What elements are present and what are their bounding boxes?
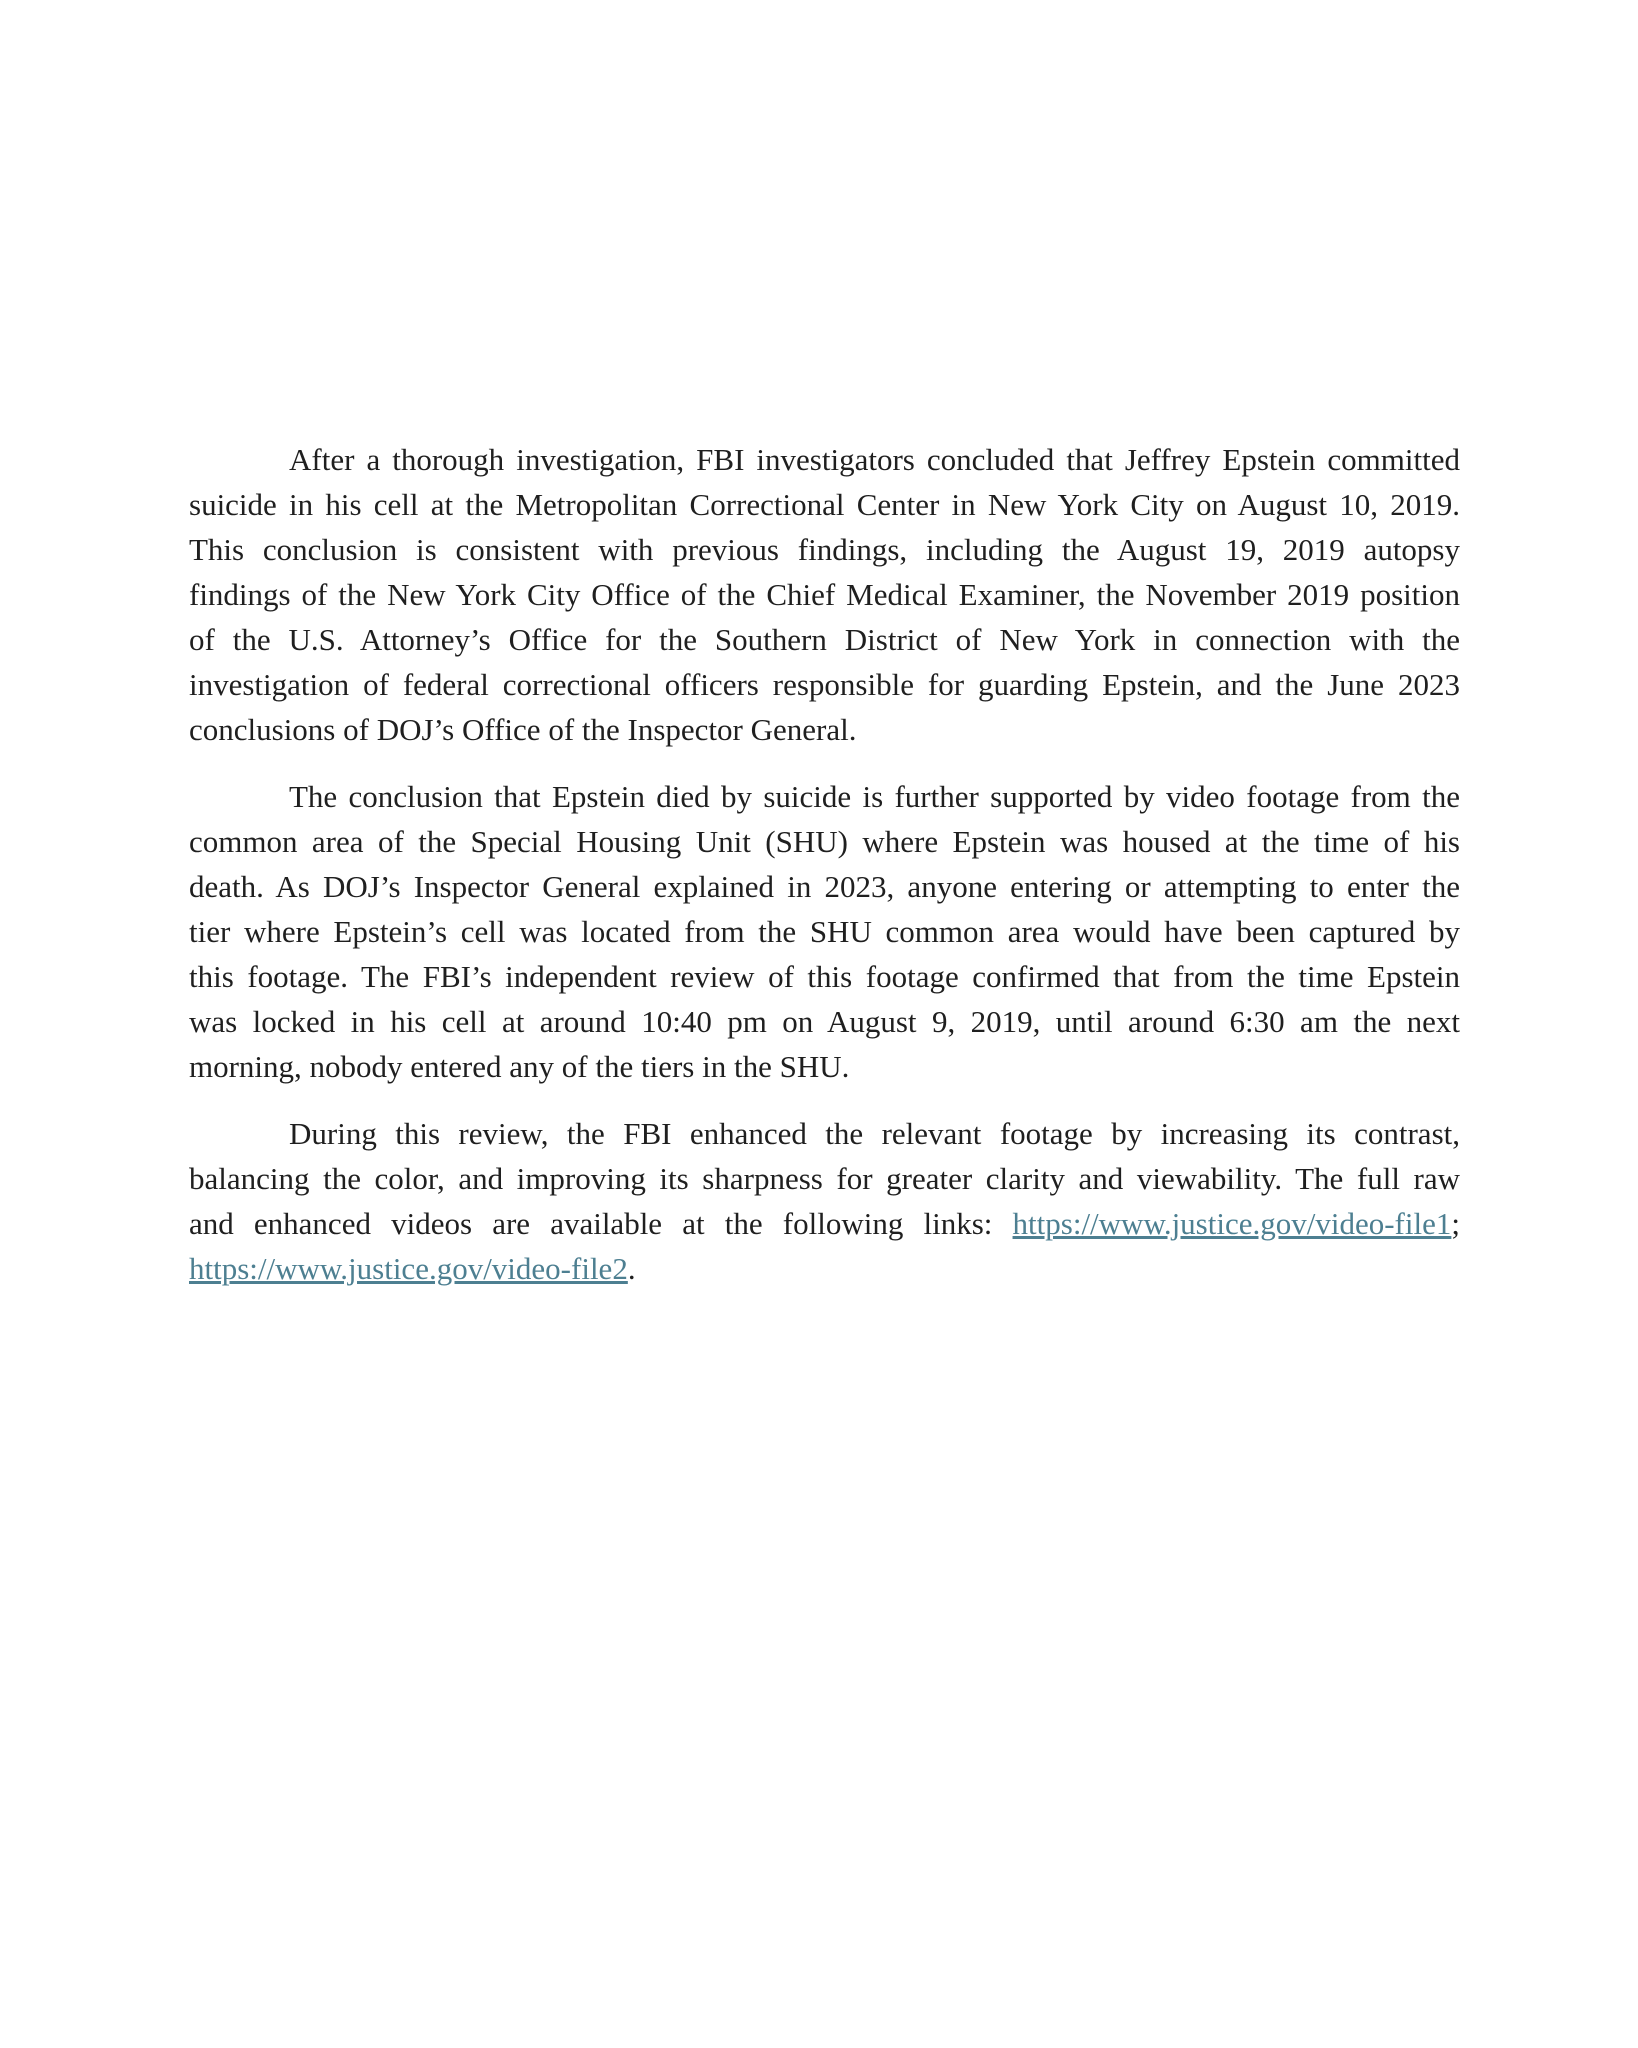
text-segment: findings of the New York City Office of the Chief Medical Examiner, the November 2019 position — [189, 577, 1460, 612]
text-line — [189, 864, 1460, 909]
text-segment: this footage. The FBI’s independent review of this footage confirmed that from the time Epstein — [189, 959, 1460, 994]
text-segment: investigation of federal correctional officers responsible for guarding Epstein, and the June 2023 — [189, 667, 1460, 702]
text-segment: balancing the color, and improving its sharpness for greater clarity and viewability. The full raw — [189, 1161, 1460, 1196]
text-segment: . — [627, 1251, 636, 1286]
text-line — [189, 617, 1460, 662]
text-line — [189, 909, 1460, 954]
paragraph-1 — [189, 437, 1460, 752]
text-segment: of the U.S. Attorney’s Office for the Southern District of New York in connection with the — [189, 622, 1460, 657]
text-line — [189, 572, 1460, 617]
video-file2-link[interactable]: https://www.justice.gov/video-file2 — [189, 1251, 628, 1286]
paragraph-3 — [189, 1111, 1460, 1291]
text-line — [189, 774, 1460, 819]
text-segment: ; — [1451, 1206, 1460, 1241]
text-line — [189, 662, 1460, 707]
text-line — [189, 1156, 1460, 1201]
paragraph-2 — [189, 774, 1460, 1089]
text-line — [189, 707, 1460, 752]
text-line — [189, 1201, 1460, 1246]
text-segment: During this review, the FBI enhanced the relevant footage by increasing its contrast, — [289, 1116, 1460, 1151]
video-file1-link[interactable]: https://www.justice.gov/video-file1 — [1012, 1206, 1452, 1241]
text-segment: death. As DOJ’s Inspector General explained in 2023, anyone entering or attempting to enter the — [189, 869, 1460, 904]
text-line — [189, 1111, 1460, 1156]
text-line — [189, 1246, 1460, 1291]
text-segment: conclusions of DOJ’s Office of the Inspector General. — [189, 712, 857, 747]
text-segment: suicide in his cell at the Metropolitan Correctional Center in New York City on August 10, 2019. — [189, 487, 1460, 522]
text-line — [189, 437, 1460, 482]
text-segment: was locked in his cell at around 10:40 pm on August 9, 2019, until around 6:30 am the next — [189, 1004, 1460, 1039]
text-segment: This conclusion is consistent with previous findings, including the August 19, 2019 autopsy — [189, 532, 1460, 567]
text-line — [189, 527, 1460, 572]
text-line — [189, 1044, 1460, 1089]
text-segment: morning, nobody entered any of the tiers in the SHU. — [189, 1049, 850, 1084]
text-line — [189, 954, 1460, 999]
text-line — [189, 819, 1460, 864]
text-segment: After a thorough investigation, FBI investigators concluded that Jeffrey Epstein committed — [289, 442, 1460, 477]
text-segment: tier where Epstein’s cell was located from the SHU common area would have been captured by — [189, 914, 1460, 949]
text-segment: common area of the Special Housing Unit (SHU) where Epstein was housed at the time of his — [189, 824, 1460, 859]
text-segment: and enhanced videos are available at the following links: — [189, 1206, 1013, 1241]
text-line — [189, 999, 1460, 1044]
text-line — [189, 482, 1460, 527]
document-body — [189, 437, 1460, 1313]
text-segment: The conclusion that Epstein died by suicide is further supported by video footage from the — [289, 779, 1460, 814]
